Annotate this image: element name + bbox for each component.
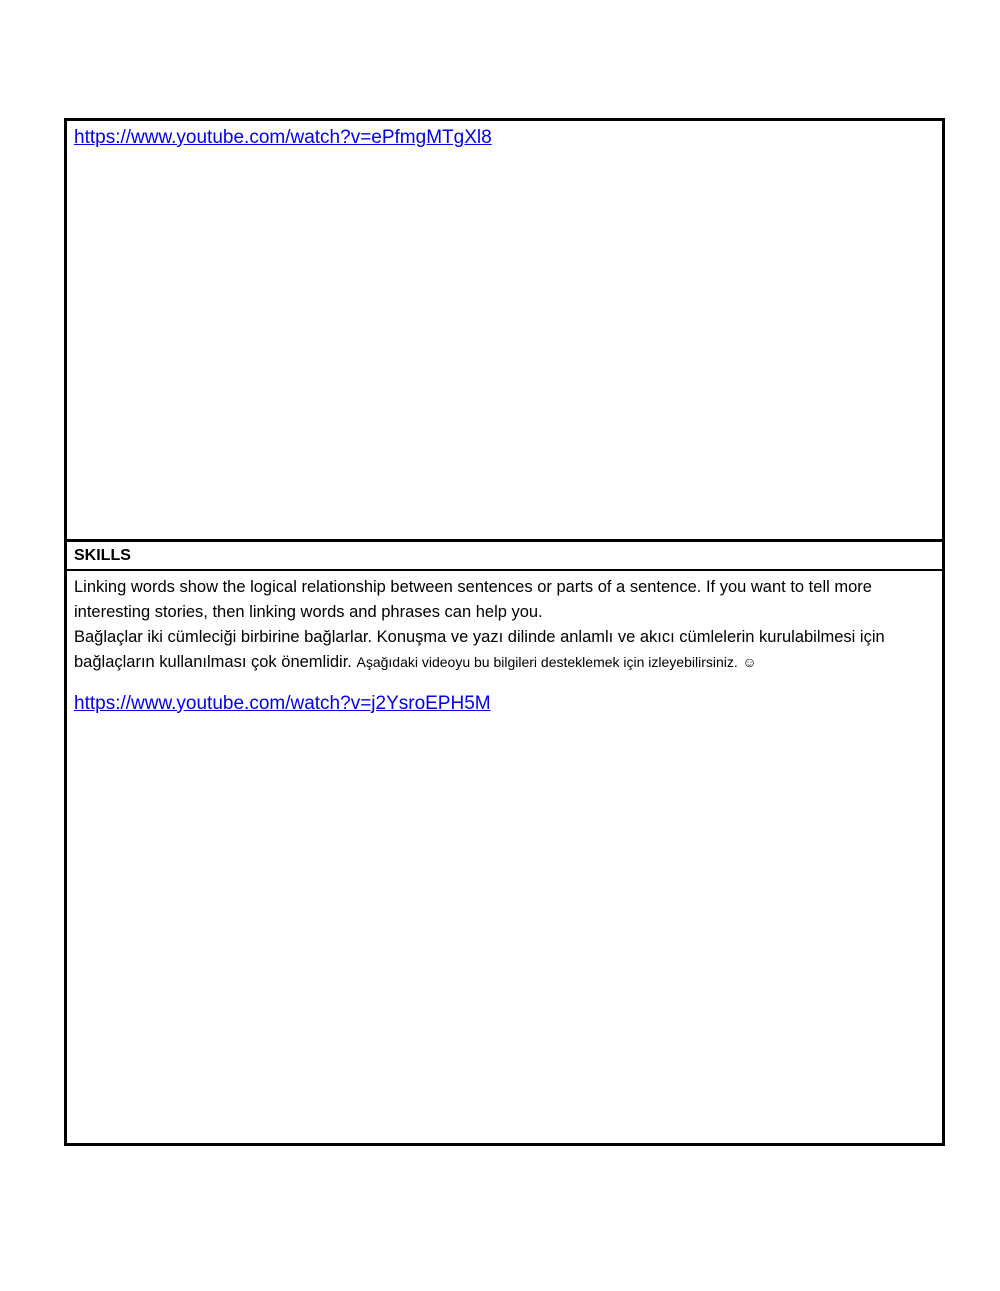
youtube-link-top[interactable]: https://www.youtube.com/watch?v=ePfmgMTgXl8 xyxy=(74,127,492,148)
skills-paragraph-english: Linking words show the logical relationship between sentences or parts of a sentence. If you want to tell more interesting stories, then linking words and phrases can help you. xyxy=(74,578,872,621)
smiley-icon: ☺ xyxy=(742,654,757,670)
skills-content-cell xyxy=(67,571,942,1143)
worksheet-table xyxy=(64,118,945,1146)
skills-paragraph-turkish-main: Bağlaçlar iki cümleciği birbirine bağlarlar. Konuşma ve yazı dilinde anlamlı ve akıcı cümlelerin kurulabilmesi için bağlaçların kullanılması çok önemlidir. xyxy=(74,628,885,671)
skills-paragraph-turkish xyxy=(74,625,935,675)
skills-paragraph-turkish-small: Aşağıdaki videoyu bu bilgileri desteklemek için izleyebilirsiniz. xyxy=(356,654,738,670)
skills-heading-cell xyxy=(67,539,942,571)
skills-heading: SKILLS xyxy=(74,547,131,564)
video-cell-top xyxy=(67,121,942,539)
paragraph-spacer xyxy=(74,675,935,691)
youtube-link-bottom[interactable]: https://www.youtube.com/watch?v=j2YsroEPH5M xyxy=(74,693,491,714)
